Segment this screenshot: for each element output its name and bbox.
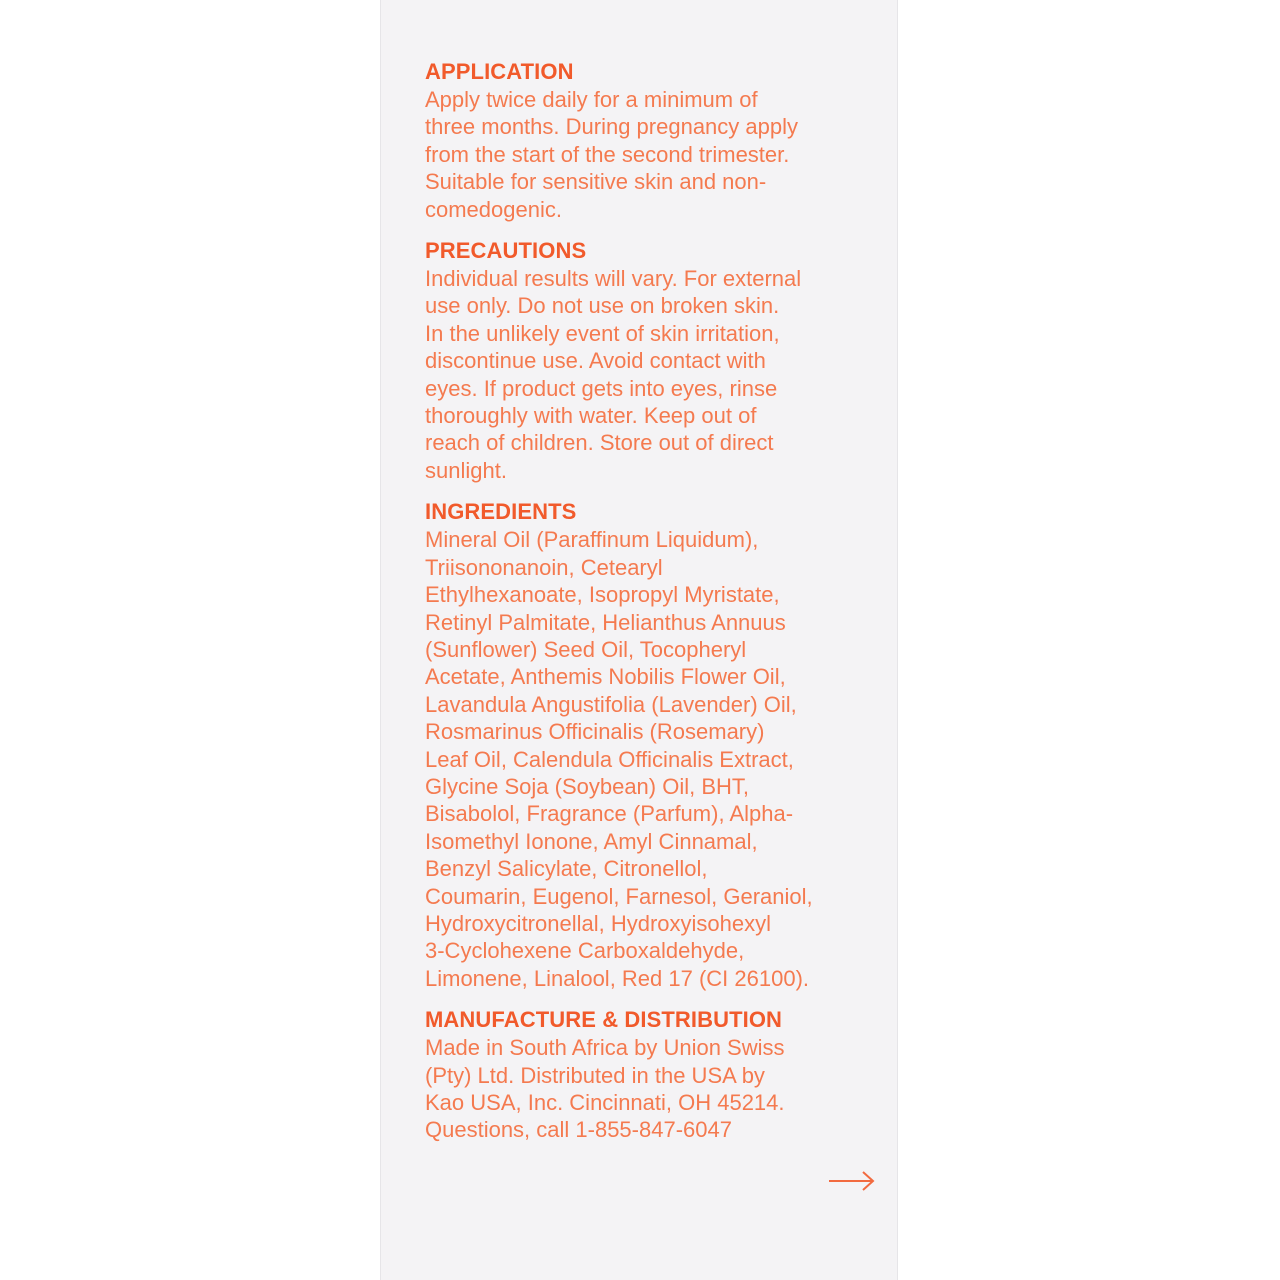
ingredients-heading: INGREDIENTS: [425, 499, 577, 525]
ingredients-line: Lavandula Angustifolia (Lavender) Oil,: [425, 691, 797, 717]
ingredients-line: 3-Cyclohexene Carboxaldehyde,: [425, 938, 745, 964]
label-text-block: [425, 58, 875, 1158]
manufacture-line: Made in South Africa by Union Swiss: [425, 1035, 785, 1061]
ingredients-line: Glycine Soja (Soybean) Oil, BHT,: [425, 773, 750, 799]
precautions-line: reach of children. Store out of direct: [425, 430, 774, 456]
precautions-line: sunlight.: [425, 457, 507, 483]
application-line: comedogenic.: [425, 196, 562, 222]
ingredients-line: Limonene, Linalool, Red 17 (CI 26100).: [425, 965, 810, 991]
ingredients-line: Bisabolol, Fragrance (Parfum), Alpha-: [425, 801, 794, 827]
precautions-line: use only. Do not use on broken skin.: [425, 293, 780, 319]
ingredients-line: Isomethyl Ionone, Amyl Cinnamal,: [425, 828, 758, 854]
ingredients-line: Coumarin, Eugenol, Farnesol, Geraniol,: [425, 883, 813, 909]
ingredients-section: [425, 498, 875, 992]
manufacture-line: Questions, call 1-855-847-6047: [425, 1117, 732, 1143]
application-line: three months. During pregnancy apply: [425, 114, 798, 140]
application-section: [425, 58, 875, 223]
ingredients-line: Benzyl Salicylate, Citronellol,: [425, 856, 708, 882]
panel-edge-right: [897, 0, 898, 1280]
precautions-line: thoroughly with water. Keep out of: [425, 403, 757, 429]
ingredients-line: Leaf Oil, Calendula Officinalis Extract,: [425, 746, 794, 772]
ingredients-line: Retinyl Palmitate, Helianthus Annuus: [425, 609, 786, 635]
application-heading: APPLICATION: [425, 59, 574, 84]
manufacture-line: (Pty) Ltd. Distributed in the USA by: [425, 1062, 765, 1088]
manufacture-line: Kao USA, Inc. Cincinnati, OH 45214.: [425, 1090, 785, 1115]
precautions-line: In the unlikely event of skin irritation,: [425, 320, 780, 346]
ingredients-line: Acetate, Anthemis Nobilis Flower Oil,: [425, 664, 786, 690]
ingredients-line: Ethylhexanoate, Isopropyl Myristate,: [425, 582, 780, 608]
ingredients-line: Mineral Oil (Paraffinum Liquidum),: [425, 527, 759, 553]
ingredients-line: Triisononanoin, Cetearyl: [425, 554, 663, 580]
arrow-right-icon: [828, 1166, 876, 1196]
ingredients-line: Rosmarinus Officinalis (Rosemary): [425, 719, 765, 745]
manufacture-section: [425, 1006, 875, 1144]
precautions-line: eyes. If product gets into eyes, rinse: [425, 375, 778, 401]
precautions-heading: PRECAUTIONS: [425, 238, 587, 264]
application-line: Suitable for sensitive skin and non-: [425, 169, 767, 195]
application-line: from the start of the second trimester.: [425, 141, 790, 167]
ingredients-line: (Sunflower) Seed Oil, Tocopheryl: [425, 636, 747, 662]
precautions-line: Individual results will vary. For external: [425, 266, 802, 292]
precautions-section: [425, 237, 875, 484]
application-line: Apply twice daily for a minimum of: [425, 87, 758, 112]
ingredients-line: Hydroxycitronellal, Hydroxyisohexyl: [425, 910, 772, 936]
precautions-line: discontinue use. Avoid contact with: [425, 348, 766, 374]
manufacture-heading: MANUFACTURE & DISTRIBUTION: [425, 1007, 783, 1033]
